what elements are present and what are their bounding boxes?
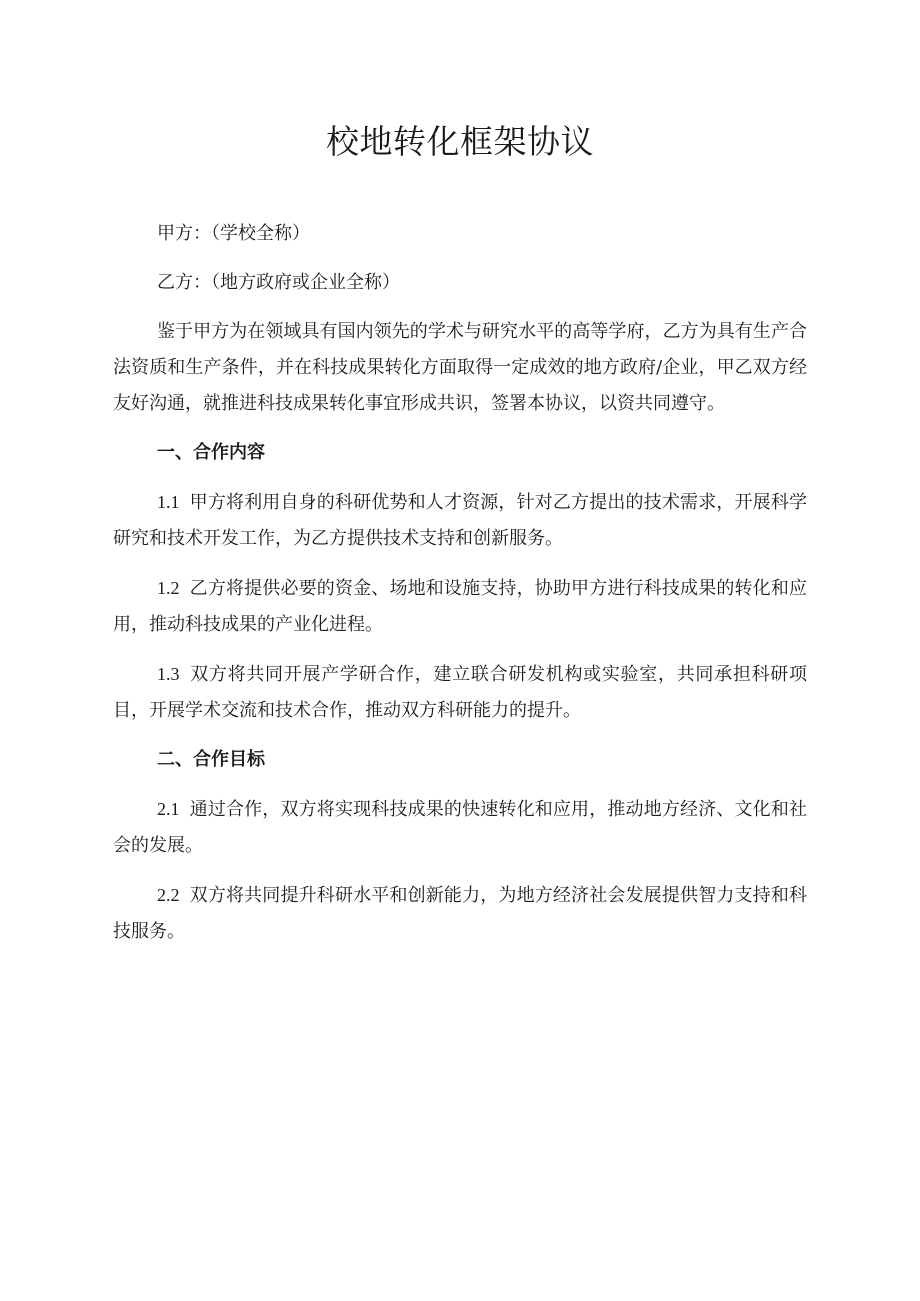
clause-text: 乙方将提供必要的资金、场地和设施支持，协助甲方进行科技成果的转化和应用，推动科技成果的产业化进程。 [113, 578, 807, 635]
party-a-line: 甲方：（学校全称） [157, 223, 310, 244]
preamble-paragraph: 鉴于甲方为在领域具有国内领先的学术与研究水平的高等学府，乙方为具有生产合法资质和生产条件，并在科技成果转化方面取得一定成效的地方政府/企业，甲乙双方经友好沟通，就推进科技成果转化事宜形成共识，签署本协议，以资共同遵守。 [113, 321, 807, 414]
party-b-line: 乙方：（地方政府或企业全称） [157, 272, 400, 293]
clause-number: 2.1 [157, 799, 180, 819]
clause-number: 1.2 [157, 578, 180, 598]
clause-text: 甲方将利用自身的科研优势和人才资源，针对乙方提出的技术需求，开展科学研究和技术开发工作，为乙方提供技术支持和创新服务。 [113, 492, 807, 549]
section-heading-cooperation-goals: 二、合作目标 [157, 749, 265, 770]
clause-2-2 [113, 877, 807, 950]
section-heading-cooperation-content: 一、合作内容 [157, 442, 265, 463]
clause-number: 1.3 [157, 664, 180, 684]
agreement-body [113, 216, 807, 963]
clause-1-1 [113, 484, 807, 557]
clause-2-1 [113, 791, 807, 864]
clause-1-3 [113, 656, 807, 729]
clause-1-2 [113, 570, 807, 643]
page-title: 校地转化框架协议 [326, 122, 594, 161]
clause-number: 1.1 [157, 492, 180, 512]
clause-number: 2.2 [157, 885, 180, 905]
clause-text: 通过合作，双方将实现科技成果的快速转化和应用，推动地方经济、文化和社会的发展。 [113, 799, 807, 856]
clause-text: 双方将共同提升科研水平和创新能力，为地方经济社会发展提供智力支持和科技服务。 [113, 885, 807, 942]
clause-text: 双方将共同开展产学研合作，建立联合研发机构或实验室，共同承担科研项目，开展学术交流和技术合作，推动双方科研能力的提升。 [113, 664, 807, 721]
